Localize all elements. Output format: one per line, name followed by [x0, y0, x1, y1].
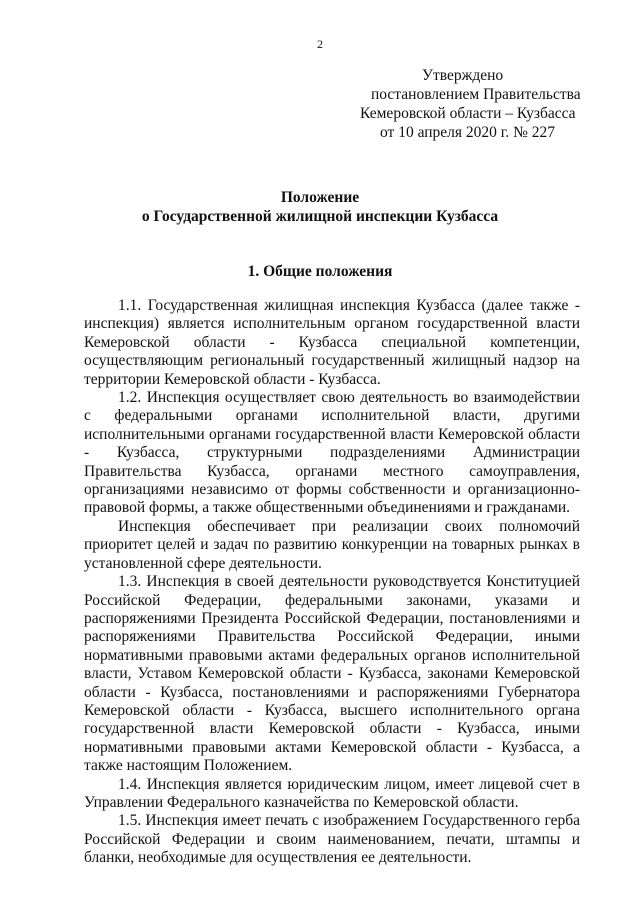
approval-line-approved: Утверждено	[422, 67, 504, 84]
paragraph-1-3: 1.3. Инспекция в своей деятельности руководствуется Конституцией Российской Федерации, федеральными законами, указами и распоряжениями Президента Российской Федерации, постановлениями и распоряжениями Правительства Российской Федерации, иными нормативными правовыми актами федеральных органов исполнительной власти, Уставом Кемеровской области - Кузбасса, законами Кемеровской области - Кузбасса, постановлениями и распоряжениями Губернатора Кемеровской области - Кузбасса, высшего исполнительного органа государственной власти Кемеровской области - Кузбасса, иными нормативными правовыми актами Кемеровской области - Кузбасса, а также настоящим Положением.	[84, 573, 580, 775]
approval-block	[360, 66, 612, 142]
approval-line-resolution: постановлением Правительства	[371, 86, 581, 103]
approval-line-date: от 10 апреля 2020 г. № 227	[380, 124, 556, 141]
document-title-line2: о Государственной жилищной инспекции Кузбасса	[141, 208, 499, 225]
page-number: 2	[317, 37, 323, 51]
paragraph-1-2-competition: Инспекция обеспечивает при реализации своих полномочий приоритет целей и задач по развитию конкуренции на товарных рынках в установленной сфере деятельности.	[84, 517, 580, 572]
paragraph-1-2: 1.2. Инспекция осуществляет свою деятельность во взаимодействии с федеральными органами исполнительной власти, другими исполнительными органами государственной власти Кемеровской области - Кузбасса, структурными подразделениями Администрации Правительства Кузбасса, органами местного самоуправления, организациями независимо от формы собственности и организационно-правовой формы, а также общественными объединениями и гражданами.	[84, 389, 580, 517]
paragraph-1-1: 1.1. Государственная жилищная инспекция Кузбасса (далее также - инспекция) является исполнительным органом государственной власти Кемеровской области - Кузбасса специальной компетенции, осуществляющим региональный государственный жилищный надзор на территории Кемеровской области - Кузбасса.	[84, 297, 580, 388]
approval-line-region: Кемеровской области – Кузбасса	[360, 105, 576, 122]
paragraph-1-5: 1.5. Инспекция имеет печать с изображением Государственного герба Российской Федерации и своим наименованием, печати, штампы и бланки, необходимые для осуществления ее деятельности.	[84, 812, 580, 867]
section-heading: 1. Общие положения	[247, 263, 393, 280]
paragraph-1-4: 1.4. Инспекция является юридическим лицом, имеет лицевой счет в Управлении Федерального казначейства по Кемеровской области.	[84, 775, 580, 811]
document-body	[84, 297, 580, 868]
document-title-line1: Положение	[280, 189, 360, 206]
document-title	[0, 188, 640, 226]
